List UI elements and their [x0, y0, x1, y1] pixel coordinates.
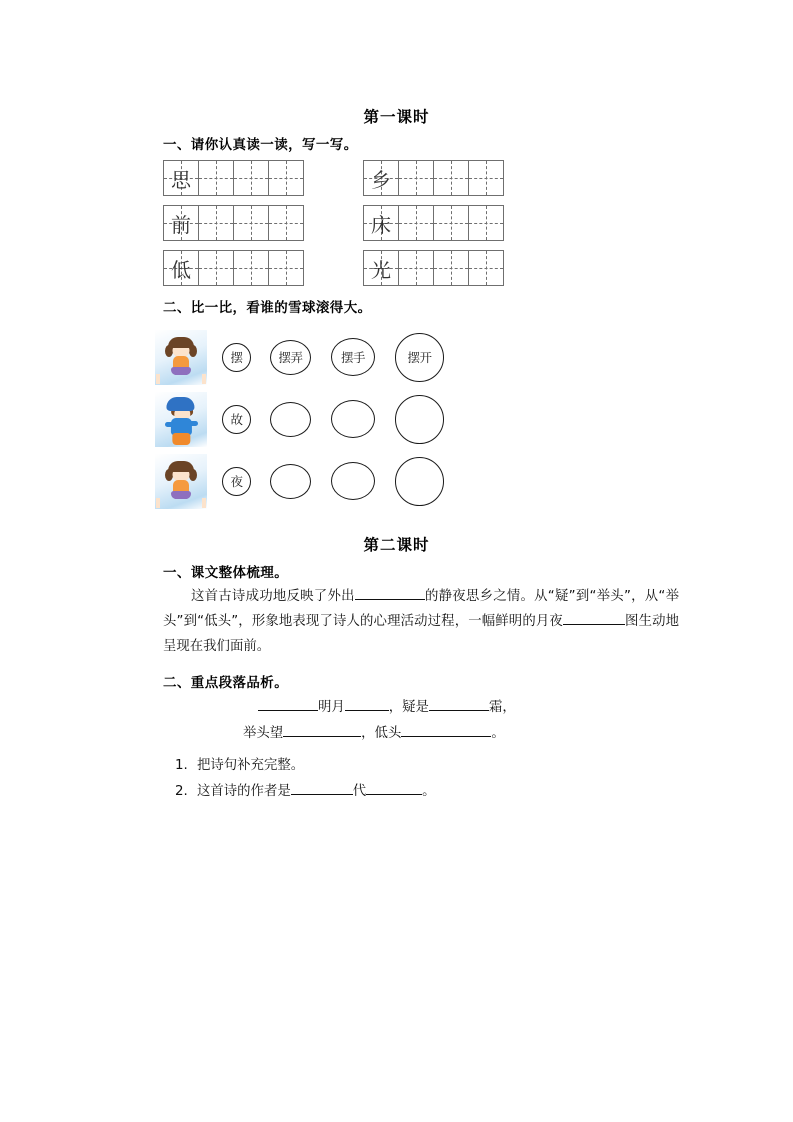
snowball-circle[interactable]: 摆手 — [331, 338, 375, 376]
grid-character: 光 — [371, 257, 391, 282]
lesson-1-section-1-heading: 一、请你认真读一读，写一写。 — [163, 137, 358, 153]
snowball-exercise — [155, 326, 444, 512]
snowball-circle-group — [215, 333, 444, 382]
writing-grid-cell-filled[interactable] — [163, 250, 199, 286]
fill-in-blank[interactable] — [258, 696, 318, 711]
lesson-2-section-2-heading: 二、重点段落品析。 — [163, 675, 289, 691]
writing-grid-cell[interactable] — [398, 205, 434, 241]
snowball-circle-group — [215, 457, 444, 506]
grid-character: 低 — [171, 257, 191, 282]
snowball-circle-empty[interactable] — [331, 462, 375, 500]
snowball-circle-empty[interactable] — [270, 464, 311, 499]
poem-line-2 — [243, 722, 505, 746]
poem-text: ，低头 — [361, 726, 402, 741]
fill-in-blank[interactable] — [401, 722, 491, 737]
poem-text: 举头望 — [243, 726, 284, 741]
snowball-circle-empty[interactable] — [270, 402, 311, 437]
writing-grid-cell[interactable] — [268, 205, 304, 241]
boy-in-snow-thumbnail — [155, 392, 207, 447]
lesson-2-section-1-heading: 一、课文整体梳理。 — [163, 565, 289, 581]
paragraph-text-part-1: 这首古诗成功地反映了外出 — [191, 589, 355, 604]
question-text: 这首诗的作者是 — [197, 784, 291, 799]
snowball-circle-empty[interactable] — [395, 395, 444, 444]
writing-grid-cell[interactable] — [233, 205, 269, 241]
writing-grid-cell[interactable] — [233, 160, 269, 196]
writing-grid-cell-filled[interactable] — [163, 205, 199, 241]
grid-character: 思 — [171, 167, 191, 192]
poem-line-1 — [258, 696, 516, 720]
poem-text: 。 — [491, 726, 505, 741]
poem-text: 明月 — [318, 700, 345, 715]
writing-grid-row — [163, 250, 304, 286]
snowball-circle[interactable]: 摆弄 — [270, 340, 311, 375]
writing-grid-cell[interactable] — [433, 205, 469, 241]
writing-grid-cell[interactable] — [433, 160, 469, 196]
snowball-row — [155, 388, 444, 450]
snowball-circle[interactable]: 摆开 — [395, 333, 444, 382]
grid-character: 床 — [371, 212, 391, 237]
writing-grid-right-column — [363, 160, 504, 295]
writing-grid-row — [163, 160, 304, 196]
girl-in-snow-thumbnail — [155, 330, 207, 385]
question-number: 2. — [175, 784, 188, 799]
lesson-1-section-2-heading: 二、比一比，看谁的雪球滚得大。 — [163, 300, 372, 316]
comprehension-paragraph — [163, 584, 679, 659]
writing-grid-cell[interactable] — [198, 250, 234, 286]
writing-grid-cell-filled[interactable] — [363, 250, 399, 286]
writing-grid-cell[interactable] — [468, 250, 504, 286]
fill-in-blank[interactable] — [366, 780, 422, 795]
writing-grid-cell-filled[interactable] — [363, 205, 399, 241]
poem-text: 霜， — [488, 700, 516, 715]
snowball-row — [155, 450, 444, 512]
lesson-2-title: 第二课时 — [363, 536, 430, 554]
poem-text: ，疑是 — [388, 700, 429, 715]
writing-grid-cell[interactable] — [268, 250, 304, 286]
writing-grid-cell-filled[interactable] — [363, 160, 399, 196]
question-text: 。 — [422, 784, 436, 799]
snowball-circle-empty[interactable] — [395, 457, 444, 506]
girl-in-snow-thumbnail — [155, 454, 207, 509]
fill-in-blank[interactable] — [283, 722, 361, 737]
writing-grid-row — [363, 250, 504, 286]
writing-grid-cell[interactable] — [468, 160, 504, 196]
snowball-circle-empty[interactable] — [331, 400, 375, 438]
paragraph-text-part-3: 图生动地呈现在我们面前。 — [163, 614, 680, 654]
fill-in-blank[interactable] — [355, 585, 425, 600]
snowball-circle[interactable]: 故 — [222, 405, 251, 434]
writing-grid-left-column — [163, 160, 304, 295]
grid-character: 乡 — [371, 167, 391, 192]
fill-in-blank[interactable] — [291, 780, 353, 795]
writing-grid-cell[interactable] — [268, 160, 304, 196]
writing-grid-cell[interactable] — [233, 250, 269, 286]
paragraph-text-part-2: 的静夜思乡之情。从“疑”到“举头”，从“举头”到“低头”，形象地表现了诗人的心理活动过程，一幅鲜明的月夜 — [163, 589, 679, 629]
writing-grid-row — [363, 205, 504, 241]
writing-grid-cell[interactable] — [398, 250, 434, 286]
writing-grid-row — [363, 160, 504, 196]
snowball-circle[interactable]: 摆 — [222, 343, 251, 372]
writing-grid-cell[interactable] — [198, 205, 234, 241]
writing-grid-cell[interactable] — [198, 160, 234, 196]
question-item-2 — [175, 780, 436, 799]
writing-grid-cell[interactable] — [468, 205, 504, 241]
writing-grid-cell[interactable] — [433, 250, 469, 286]
question-number: 1. — [175, 758, 188, 773]
fill-in-blank[interactable] — [345, 696, 389, 711]
question-text: 把诗句补充完整。 — [197, 758, 305, 773]
fill-in-blank[interactable] — [429, 696, 489, 711]
question-text: 代 — [352, 784, 367, 799]
fill-in-blank[interactable] — [563, 610, 625, 625]
lesson-1-title: 第一课时 — [363, 108, 430, 126]
writing-grid-cell-filled[interactable] — [163, 160, 199, 196]
question-item-1 — [175, 754, 304, 773]
writing-grid-cell[interactable] — [398, 160, 434, 196]
writing-grid-row — [163, 205, 304, 241]
grid-character: 前 — [171, 212, 191, 237]
snowball-row — [155, 326, 444, 388]
snowball-circle-group — [215, 395, 444, 444]
snowball-circle[interactable]: 夜 — [222, 467, 251, 496]
